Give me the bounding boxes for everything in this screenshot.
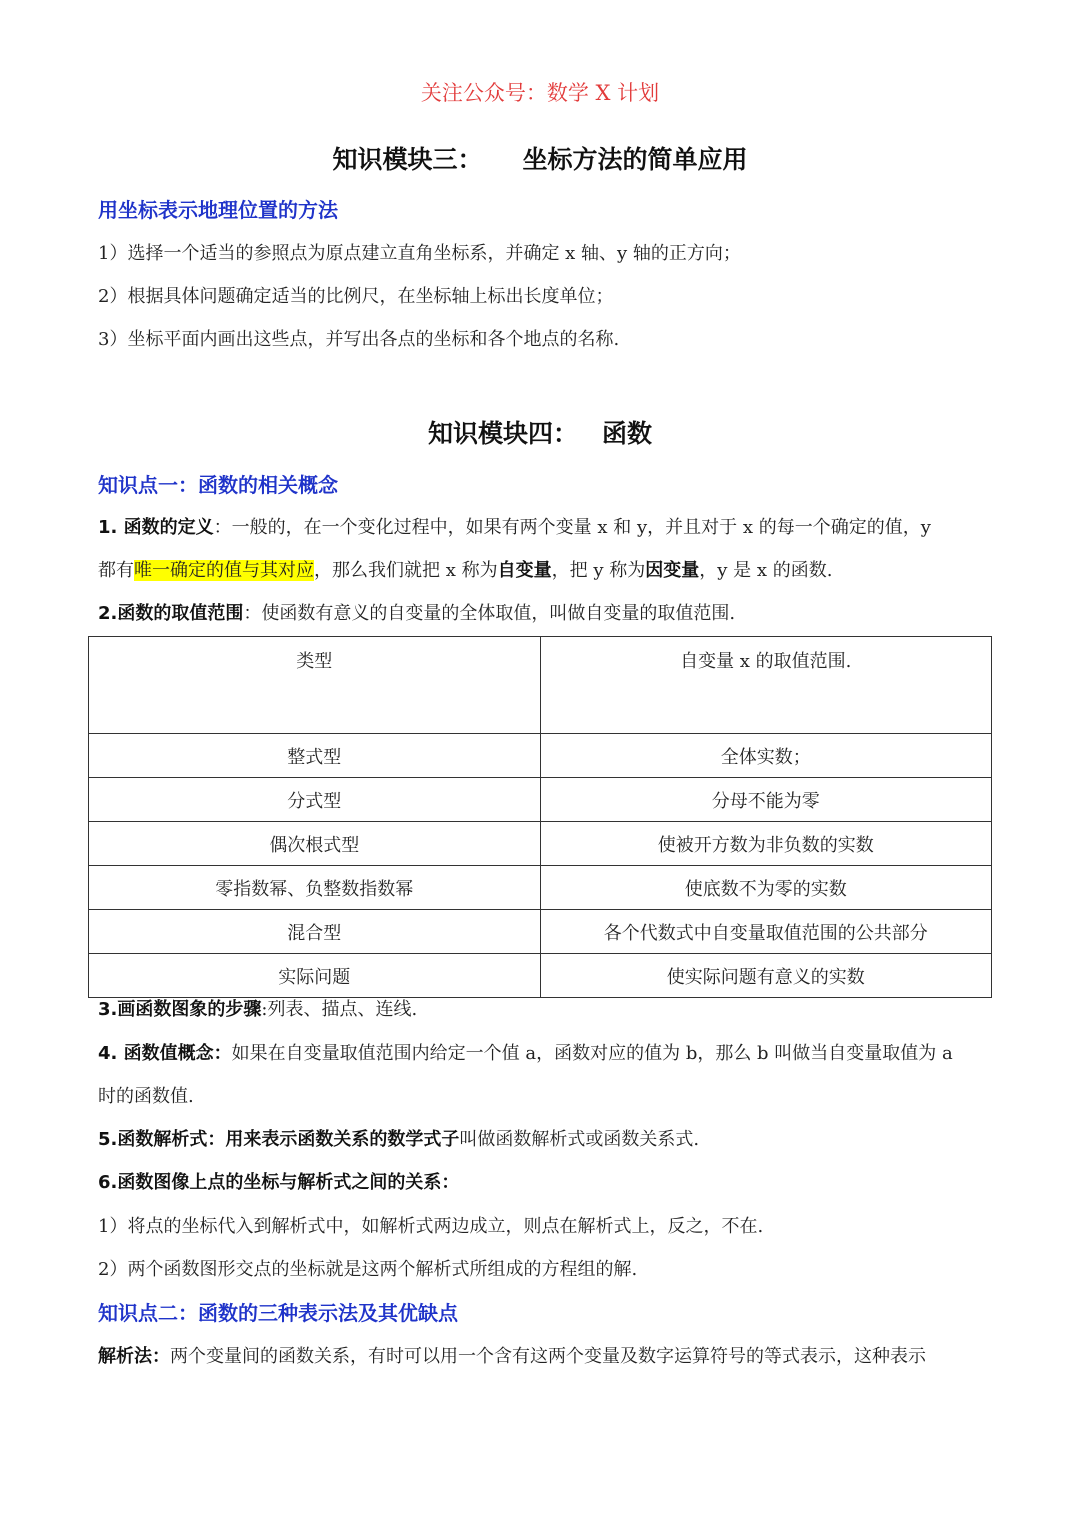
graph-steps-text: :列表、描点、连线. [261, 999, 418, 1020]
analytic-text: 两个变量间的函数关系，有时可以用一个含有这两个变量及数字运算符号的等式表示，这种表示 [170, 1346, 926, 1367]
table-cell-type: 偶次根式型 [89, 822, 541, 866]
range-text: ：使函数有意义的自变量的全体取值，叫做自变量的取值范围. [243, 603, 736, 624]
table-row [89, 910, 992, 954]
function-definition-line1 [98, 513, 990, 543]
relation-item-1: 1）将点的坐标代入到解析式中，如解析式两边成立，则点在解析式上，反之，不在. [98, 1216, 764, 1237]
module4-title [0, 419, 1080, 449]
table-row [89, 866, 992, 910]
table-cell-range: 全体实数； [540, 734, 992, 778]
analytic-label: 解析法： [98, 1346, 170, 1367]
module4-title-label: 知识模块四： [427, 419, 578, 448]
table-cell-range: 各个代数式中自变量取值范围的公共部分 [540, 910, 992, 954]
module3-step-2: 2）根据具体问题确定适当的比例尺，在坐标轴上标出长度单位； [98, 286, 614, 307]
table-cell-type: 实际问题 [89, 954, 541, 998]
definition-label: 1. 函数的定义 [98, 517, 214, 538]
table-cell-type: 整式型 [89, 734, 541, 778]
domain-range-table [88, 636, 992, 998]
module3-title-topic: 坐标方法的简单应用 [522, 145, 748, 174]
function-definition-line2 [98, 556, 990, 586]
independent-variable-term: 自变量 [497, 560, 552, 581]
point2-heading: 知识点二：函数的三种表示法及其优缺点 [98, 1301, 458, 1325]
range-label: 2.函数的取值范围 [98, 603, 244, 624]
module4-title-topic: 函数 [602, 419, 653, 448]
function-value-line2: 时的函数值. [98, 1086, 194, 1107]
module3-section-heading: 用坐标表示地理位置的方法 [98, 198, 338, 222]
definition-text2c: ，把 y 称为 [551, 560, 646, 581]
table-header-row [89, 637, 992, 734]
table-header-type: 类型 [89, 637, 541, 734]
definition-text2d: ，y 是 x 的函数. [699, 560, 833, 581]
dependent-variable-term: 因变量 [645, 560, 700, 581]
point1-heading: 知识点一：函数的相关概念 [98, 473, 338, 497]
table-cell-range: 分母不能为零 [540, 778, 992, 822]
table-row [89, 734, 992, 778]
table-cell-type: 零指数幂、负整数指数幂 [89, 866, 541, 910]
table-cell-range: 使被开方数为非负数的实数 [540, 822, 992, 866]
table-cell-type: 混合型 [89, 910, 541, 954]
module3-title [0, 145, 1080, 175]
table-row [89, 822, 992, 866]
follow-banner: 关注公众号：数学 X 计划 [420, 81, 660, 105]
relation-heading: 6.函数图像上点的坐标与解析式之间的关系： [98, 1172, 460, 1193]
function-value-label: 4. 函数值概念： [98, 1043, 232, 1064]
expression-text: 叫做函数解析式或函数关系式. [459, 1129, 700, 1150]
graph-steps-line [98, 995, 990, 1025]
analytic-method-line [98, 1342, 990, 1372]
definition-text1: ：一般的，在一个变化过程中，如果有两个变量 x 和 y，并且对于 x 的每一个确定的值，y [213, 517, 931, 538]
expression-line [98, 1125, 990, 1155]
function-value-line1 [98, 1039, 990, 1069]
table-row [89, 954, 992, 998]
table-cell-range: 使底数不为零的实数 [540, 866, 992, 910]
table-header-range: 自变量 x 的取值范围. [540, 637, 992, 734]
module3-step-1: 1）选择一个适当的参照点为原点建立直角坐标系，并确定 x 轴、y 轴的正方向； [98, 243, 741, 264]
table-cell-range: 使实际问题有意义的实数 [540, 954, 992, 998]
module3-step-3: 3）坐标平面内画出这些点，并写出各点的坐标和各个地点的名称. [98, 329, 620, 350]
table-cell-type: 分式型 [89, 778, 541, 822]
relation-item-2: 2）两个函数图形交点的坐标就是这两个解析式所组成的方程组的解. [98, 1259, 638, 1280]
graph-steps-label: 3.画函数图象的步骤 [98, 999, 262, 1020]
definition-text2a: 都有 [98, 560, 134, 581]
definition-highlight: 唯一确定的值与其对应 [134, 560, 314, 581]
range-line [98, 599, 990, 629]
definition-text2b: ，那么我们就把 x 称为 [314, 560, 498, 581]
function-value-text1: 如果在自变量取值范围内给定一个值 a，函数对应的值为 b，那么 b 叫做当自变量取值为 a [231, 1043, 953, 1064]
module3-title-label: 知识模块三： [332, 145, 483, 174]
table-row [89, 778, 992, 822]
expression-label: 5.函数解析式：用来表示函数关系的数学式子 [98, 1129, 460, 1150]
